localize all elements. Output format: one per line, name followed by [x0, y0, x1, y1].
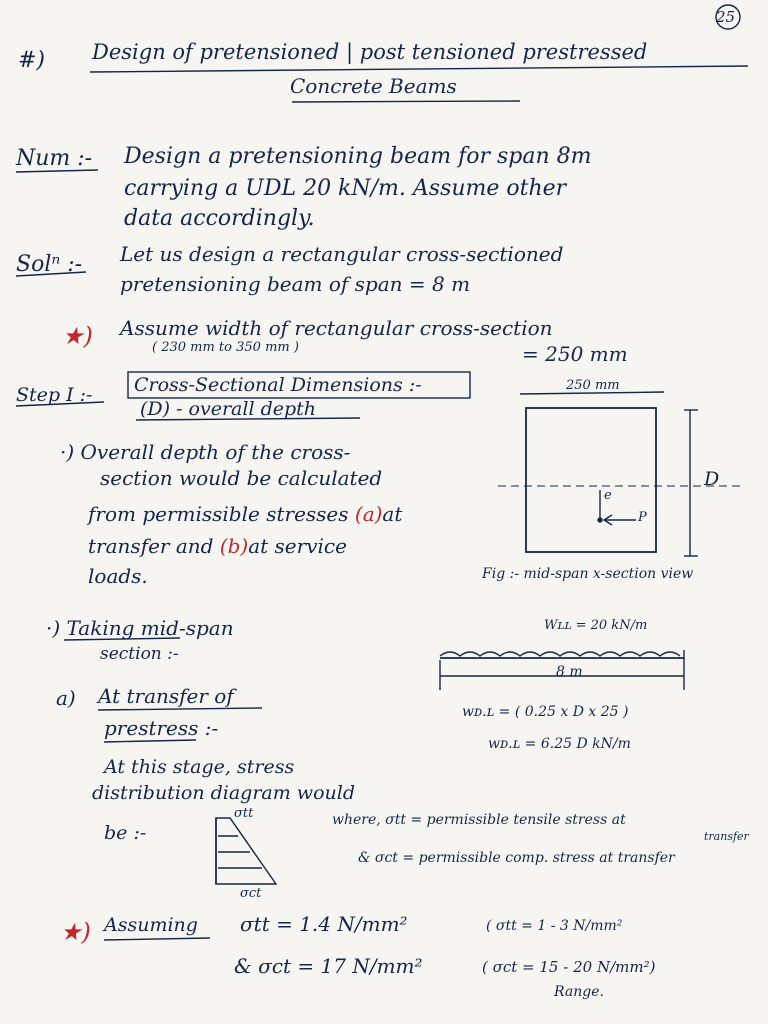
- fig1-e-label: e: [604, 488, 612, 503]
- assuming-line1: σtt = 1.4 N/mm²: [240, 912, 408, 936]
- page-number-circle: [716, 5, 740, 29]
- transfer-line5: be :-: [104, 822, 147, 844]
- title-line1: Design of pretensioned | post tensioned prestressed: [92, 40, 648, 64]
- transfer-line2: prestress :-: [104, 716, 219, 740]
- problem-label: Num :-: [16, 146, 93, 171]
- step1-label: Step I :-: [16, 384, 93, 406]
- title-underline-1: [90, 66, 748, 72]
- star-icon-2: ★): [60, 918, 91, 946]
- depth-note-line1: ·) Overall depth of the cross-: [60, 440, 351, 464]
- depth-note-line3b: (a): [354, 502, 383, 526]
- fig1-depth-label: D: [704, 468, 720, 490]
- title-line2: Concrete Beams: [290, 74, 457, 98]
- assuming-range1: ( σtt = 1 - 3 N/mm²: [486, 918, 623, 934]
- assume-width-range: ( 230 mm to 350 mm ): [152, 340, 299, 355]
- dead-load-line2: wᴅ.ʟ = 6.25 D kN/m: [488, 736, 631, 752]
- fig1-p-label: P: [638, 510, 647, 525]
- step1-sub-underline: [136, 418, 360, 420]
- num-underline: [16, 170, 98, 172]
- step1-heading: Cross-Sectional Dimensions :-: [134, 374, 422, 396]
- transfer-underline-2: [104, 740, 196, 742]
- where-line1b: transfer: [704, 830, 749, 843]
- depth-note-line2: section would be calculated: [100, 466, 383, 490]
- transfer-label: a): [56, 686, 76, 710]
- depth-note-line3c: at: [382, 502, 403, 526]
- solution-line1: Let us design a rectangular cross-sectioned: [120, 242, 564, 266]
- star-icon: ★): [62, 322, 93, 350]
- dead-load-line1: wᴅ.ʟ = ( 0.25 x D x 25 ): [462, 704, 629, 720]
- cross-section-rect: [526, 408, 656, 552]
- load-label: Wʟʟ = 20 kN/m: [544, 618, 648, 633]
- tendon-dot: [598, 518, 602, 522]
- depth-note-line4a: transfer and: [88, 534, 220, 558]
- span-label: 8 m: [556, 664, 583, 680]
- transfer-underline-1: [98, 708, 262, 710]
- depth-note-line3a: from permissible stresses: [88, 502, 355, 526]
- title-bullet: #): [18, 48, 46, 73]
- where-line1: where, σtt = permissible tensile stress at: [332, 812, 626, 828]
- udl-curve: [440, 652, 680, 656]
- problem-line3: data accordingly.: [124, 206, 315, 231]
- transfer-line3: At this stage, stress: [104, 756, 295, 778]
- fig1-width-label: 250 mm: [566, 378, 620, 393]
- sol-underline: [16, 272, 86, 276]
- stress-top-label: σtt: [234, 806, 254, 821]
- step1-underline: [16, 402, 104, 406]
- assume-width-line1: Assume width of rectangular cross-section: [120, 316, 553, 340]
- width-dim-line: [520, 392, 664, 394]
- midspan-underline: [64, 638, 180, 640]
- transfer-line4: distribution diagram would: [92, 782, 355, 804]
- stress-bottom-label: σct: [240, 886, 262, 901]
- problem-line1: Design a pretensioning beam for span 8m: [124, 144, 592, 169]
- midspan-line1: ·) Taking mid-span: [46, 616, 234, 640]
- midspan-line2: section :-: [100, 644, 179, 664]
- transfer-line1: At transfer of: [98, 684, 234, 708]
- depth-note-line4b: (b): [219, 534, 249, 558]
- stress-triangle: [216, 818, 276, 884]
- solution-line2: pretensioning beam of span = 8 m: [120, 272, 471, 296]
- step1-sub: (D) - overall depth: [140, 398, 317, 420]
- assuming-line2: & σct = 17 N/mm²: [234, 954, 423, 978]
- assuming-range2: ( σct = 15 - 20 N/mm²): [482, 958, 656, 976]
- solution-label: Solⁿ :-: [16, 252, 83, 277]
- page-number: 25: [716, 8, 736, 26]
- title-underline-2: [292, 101, 520, 102]
- assuming-range-label: Range.: [554, 984, 604, 1000]
- depth-note-line5: loads.: [88, 564, 148, 588]
- assuming-label: Assuming: [104, 914, 198, 936]
- fig1-caption: Fig :- mid-span x-section view: [482, 566, 694, 582]
- assuming-underline: [104, 938, 210, 940]
- problem-line2: carrying a UDL 20 kN/m. Assume other: [124, 176, 567, 201]
- where-line2: & σct = permissible comp. stress at transfer: [358, 850, 675, 866]
- step1-heading-box: [128, 372, 470, 398]
- depth-note-line4c: at service: [248, 534, 347, 558]
- assume-width-value: = 250 mm: [522, 342, 628, 366]
